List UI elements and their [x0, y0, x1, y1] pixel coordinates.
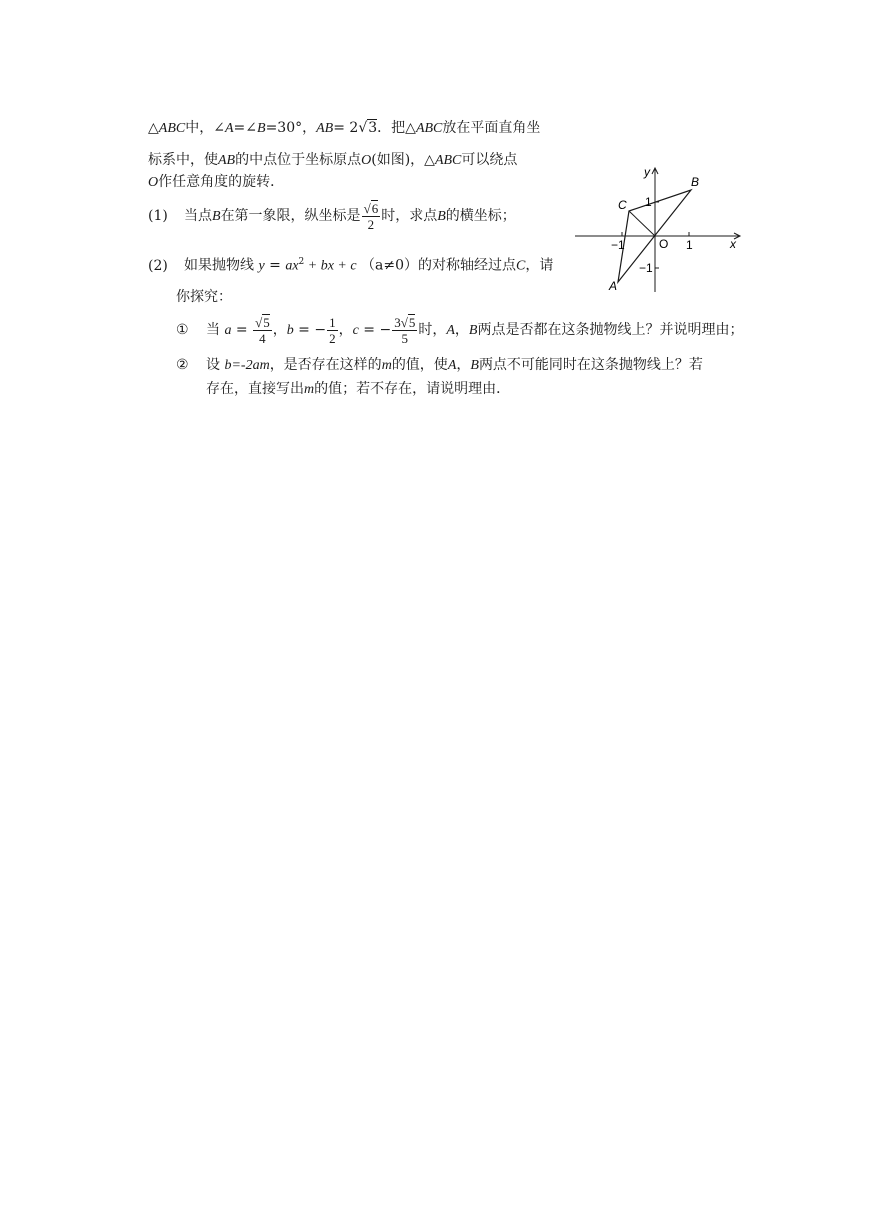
sub-question-2-line-2 [206, 379, 510, 400]
question-number: (1) [148, 208, 168, 224]
sep: ， [272, 322, 287, 338]
segment-co [629, 211, 655, 236]
radicand: 5 [408, 314, 416, 330]
text: 标系中，使 [148, 152, 218, 168]
intro-line-2 [148, 150, 517, 171]
text: = 2 [333, 120, 359, 136]
var-b: B [470, 358, 479, 373]
origin-label: O [659, 237, 669, 251]
denominator: 5 [401, 330, 409, 346]
sub-question-2 [176, 355, 703, 376]
fraction-sqrt5-over-4: $\frac{√5}{4}$ [255, 314, 270, 346]
question-number: (2) [148, 257, 168, 274]
point-a-label: A [609, 279, 618, 293]
x-axis-label: x [730, 237, 736, 251]
radicand: 6 [371, 200, 379, 216]
var-o: O [148, 175, 159, 190]
sub-question-1 [176, 312, 743, 349]
denominator: 2 [367, 216, 375, 232]
text: △ [148, 120, 159, 136]
text: (如图)，△ [371, 152, 435, 168]
var-c: C [516, 258, 526, 274]
text: 的横坐标； [445, 208, 516, 224]
var-ab: AB [316, 121, 334, 136]
text: 的中点位于坐标原点 [235, 152, 362, 168]
var-m: m [381, 358, 392, 373]
fraction-3sqrt5-over-5: $\frac{3√5}{5}$ [394, 314, 416, 346]
intro-line-1 [148, 118, 540, 139]
var-ab: AB [218, 153, 236, 168]
expression: b=-2am [224, 358, 270, 373]
text: ，请 [525, 257, 554, 274]
text: 设 [206, 357, 220, 373]
var-abc: ABC [158, 121, 186, 136]
text: 时， [418, 322, 447, 338]
tick-label-x-pos: 1 [686, 238, 693, 252]
tick-label-y-neg: −1 [639, 261, 653, 275]
var-a: a [224, 323, 232, 338]
text: =30°， [265, 120, 317, 136]
var-b: b [286, 323, 294, 338]
formula-eq: = [264, 257, 286, 274]
text: 两点是否都在这条抛物线上？并说明理由； [477, 322, 744, 338]
point-b-label: B [691, 175, 700, 189]
formula-y: y [258, 258, 265, 274]
radicand: 3 [368, 120, 378, 136]
text: 放在平面直角坐 [442, 120, 541, 136]
var-abc: ABC [415, 121, 443, 136]
sub-question-number: ① [176, 322, 189, 338]
numerator: 1 [329, 314, 336, 330]
point-c-label: C [618, 198, 627, 212]
comma: ， [456, 357, 471, 373]
var-b: B [468, 323, 478, 338]
text: 当点 [184, 208, 212, 224]
eq: = − [293, 322, 327, 338]
var-abc: ABC [434, 153, 462, 168]
fraction-1-over-2 [327, 315, 338, 346]
text: 如果抛物线 [184, 257, 254, 274]
radicand: 5 [263, 314, 270, 330]
formula-ax: ax [285, 258, 299, 274]
text: 时，求点 [381, 208, 438, 224]
text: 的值；若不存在，请说明理由． [314, 381, 511, 397]
intro-line-3 [148, 172, 284, 193]
text: 作任意角度的旋转． [158, 174, 285, 190]
text: 中，∠ [185, 120, 225, 136]
text: 在第一象限，纵坐标是 [220, 208, 361, 224]
condition: （a≠0） [361, 257, 419, 274]
var-b: B [437, 209, 446, 224]
tick-label-y-pos: 1 [645, 195, 652, 209]
question-2 [148, 252, 553, 277]
var-m: m [304, 382, 315, 397]
tick-label-x-neg: −1 [611, 238, 625, 252]
y-axis-label: y [644, 165, 650, 179]
var-c: c [352, 323, 359, 338]
var-a: A [446, 323, 455, 338]
sep: ， [338, 322, 353, 338]
text: ，是否存在这样的 [269, 357, 382, 373]
sub-question-number: ② [176, 357, 189, 373]
question-1 [148, 198, 516, 235]
var-b: B [257, 121, 266, 136]
coefficient: 3 [394, 314, 401, 330]
comma: ， [454, 322, 469, 338]
eq: = [231, 322, 253, 338]
formula-rest: + bx + c [304, 258, 357, 274]
var-a: A [447, 358, 457, 373]
text: 你探究： [176, 289, 232, 305]
coordinate-figure [572, 164, 747, 299]
sqrt-3: √3 [358, 120, 378, 136]
var-b: B [212, 209, 221, 224]
question-2-line-2 [176, 287, 232, 307]
text: 可以绕点 [461, 152, 518, 168]
eq: = − [358, 322, 392, 338]
text: 存在，直接写出 [206, 381, 304, 397]
fraction-sqrt6-over-2: $\frac{√6}{2}$ [363, 200, 379, 232]
formula-exponent: 2 [298, 257, 305, 267]
text: 当 [206, 322, 220, 338]
var-a: A [224, 121, 234, 136]
text: 的对称轴经过点 [418, 257, 517, 274]
text: 两点不可能同时在这条抛物线上？若 [478, 357, 703, 373]
text: =∠ [233, 120, 257, 136]
text: ．把△ [377, 120, 416, 136]
denominator: 4 [259, 330, 266, 346]
var-o: O [361, 153, 372, 168]
text: 的值，使 [391, 357, 448, 373]
denominator: 2 [329, 330, 336, 346]
